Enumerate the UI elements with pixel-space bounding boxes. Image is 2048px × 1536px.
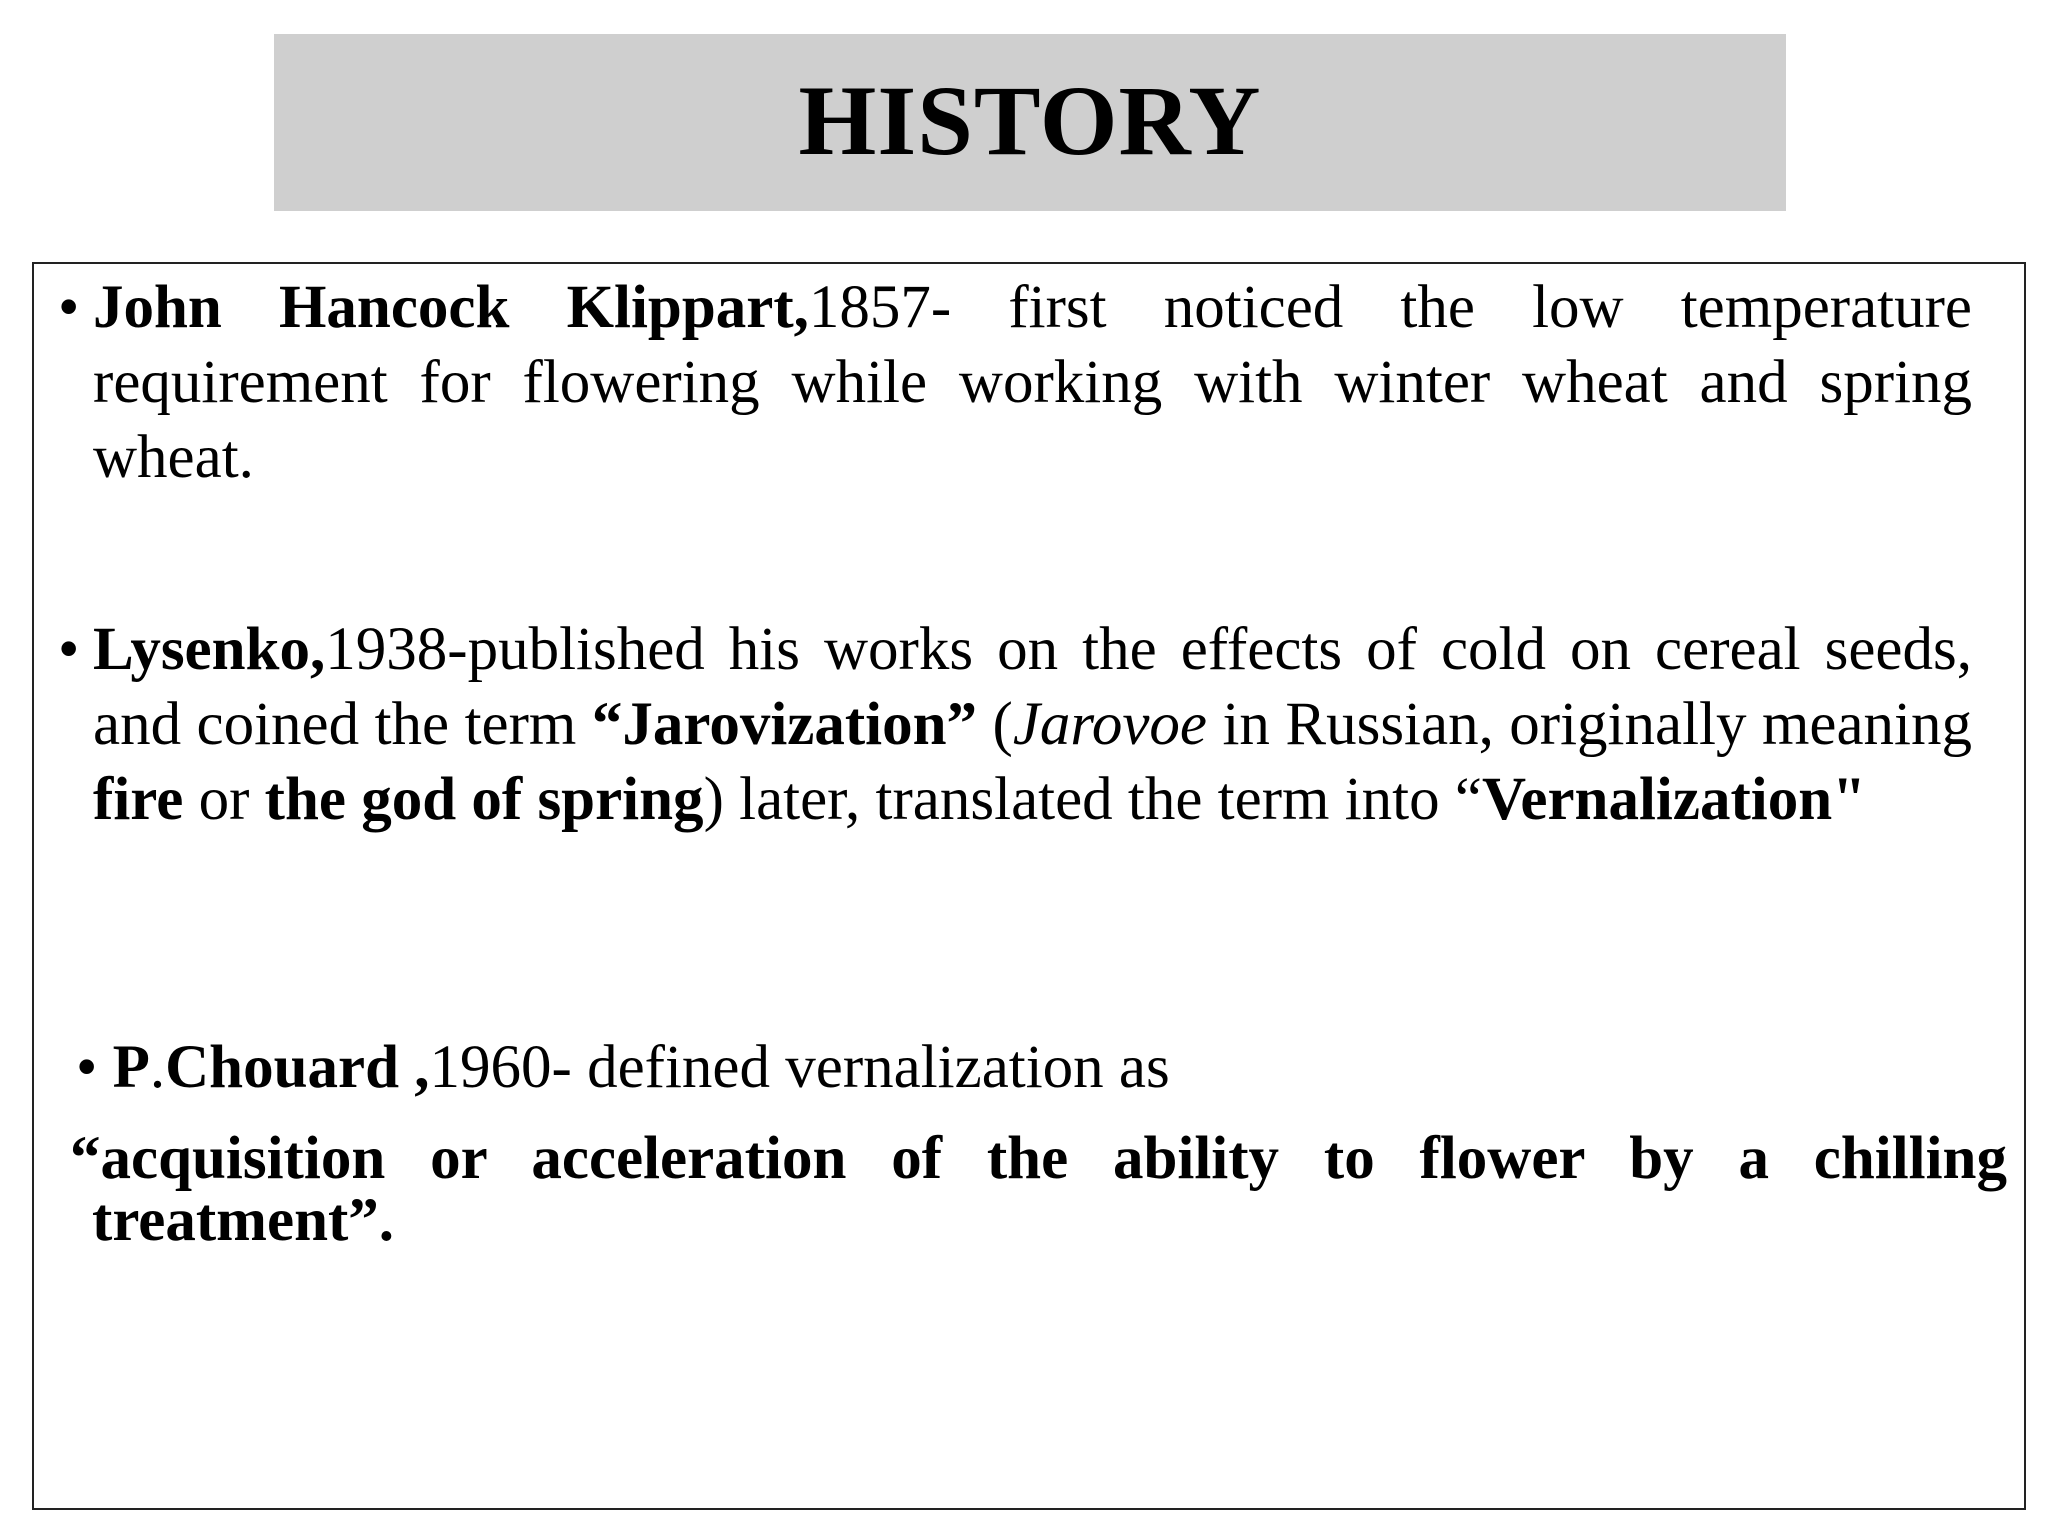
history-item-lysenko: [58, 612, 1972, 837]
term-jarovization: “Jarovization”: [591, 691, 978, 758]
history-item-chouard: [76, 1030, 1990, 1105]
term-god-of-spring: the god of spring: [264, 766, 704, 833]
item-text: ) later, translated the term into “: [703, 766, 1482, 833]
history-item-klippart: [58, 270, 1972, 495]
definition-quote: “acquisition or acceleration of the ability to flower by a chilling treatment”.: [70, 1125, 2007, 1254]
item-text: 1857- first noticed the low temperature requirement for flowering while working with winter wheat and spring wheat.: [93, 274, 1972, 491]
term-vernalization: Vernalization": [1481, 766, 1867, 833]
item-text: 1960- defined vernalization as: [429, 1034, 1170, 1101]
page-title: HISTORY: [798, 64, 1262, 176]
term-fire: fire: [93, 766, 184, 833]
person-name: Lysenko,: [93, 616, 326, 683]
term-jarovoe: Jarovoe: [1012, 691, 1208, 758]
item-text: or: [183, 766, 265, 833]
bullet: •: [58, 274, 80, 341]
name-dot: .: [149, 1034, 166, 1101]
title-banner: [274, 34, 1786, 211]
person-name-initial: P: [112, 1034, 150, 1101]
bullet: •: [76, 1034, 98, 1101]
item-text: (: [977, 691, 1013, 758]
item-text: 1938-published his works on the effects of cold on cereal seeds, and coined the term: [93, 616, 1972, 758]
item-text: in Russian, originally meaning: [1207, 691, 1972, 758]
person-name: Chouard ,: [165, 1034, 430, 1101]
bullet: •: [58, 616, 80, 683]
person-name: John Hancock Klippart,: [93, 274, 809, 341]
